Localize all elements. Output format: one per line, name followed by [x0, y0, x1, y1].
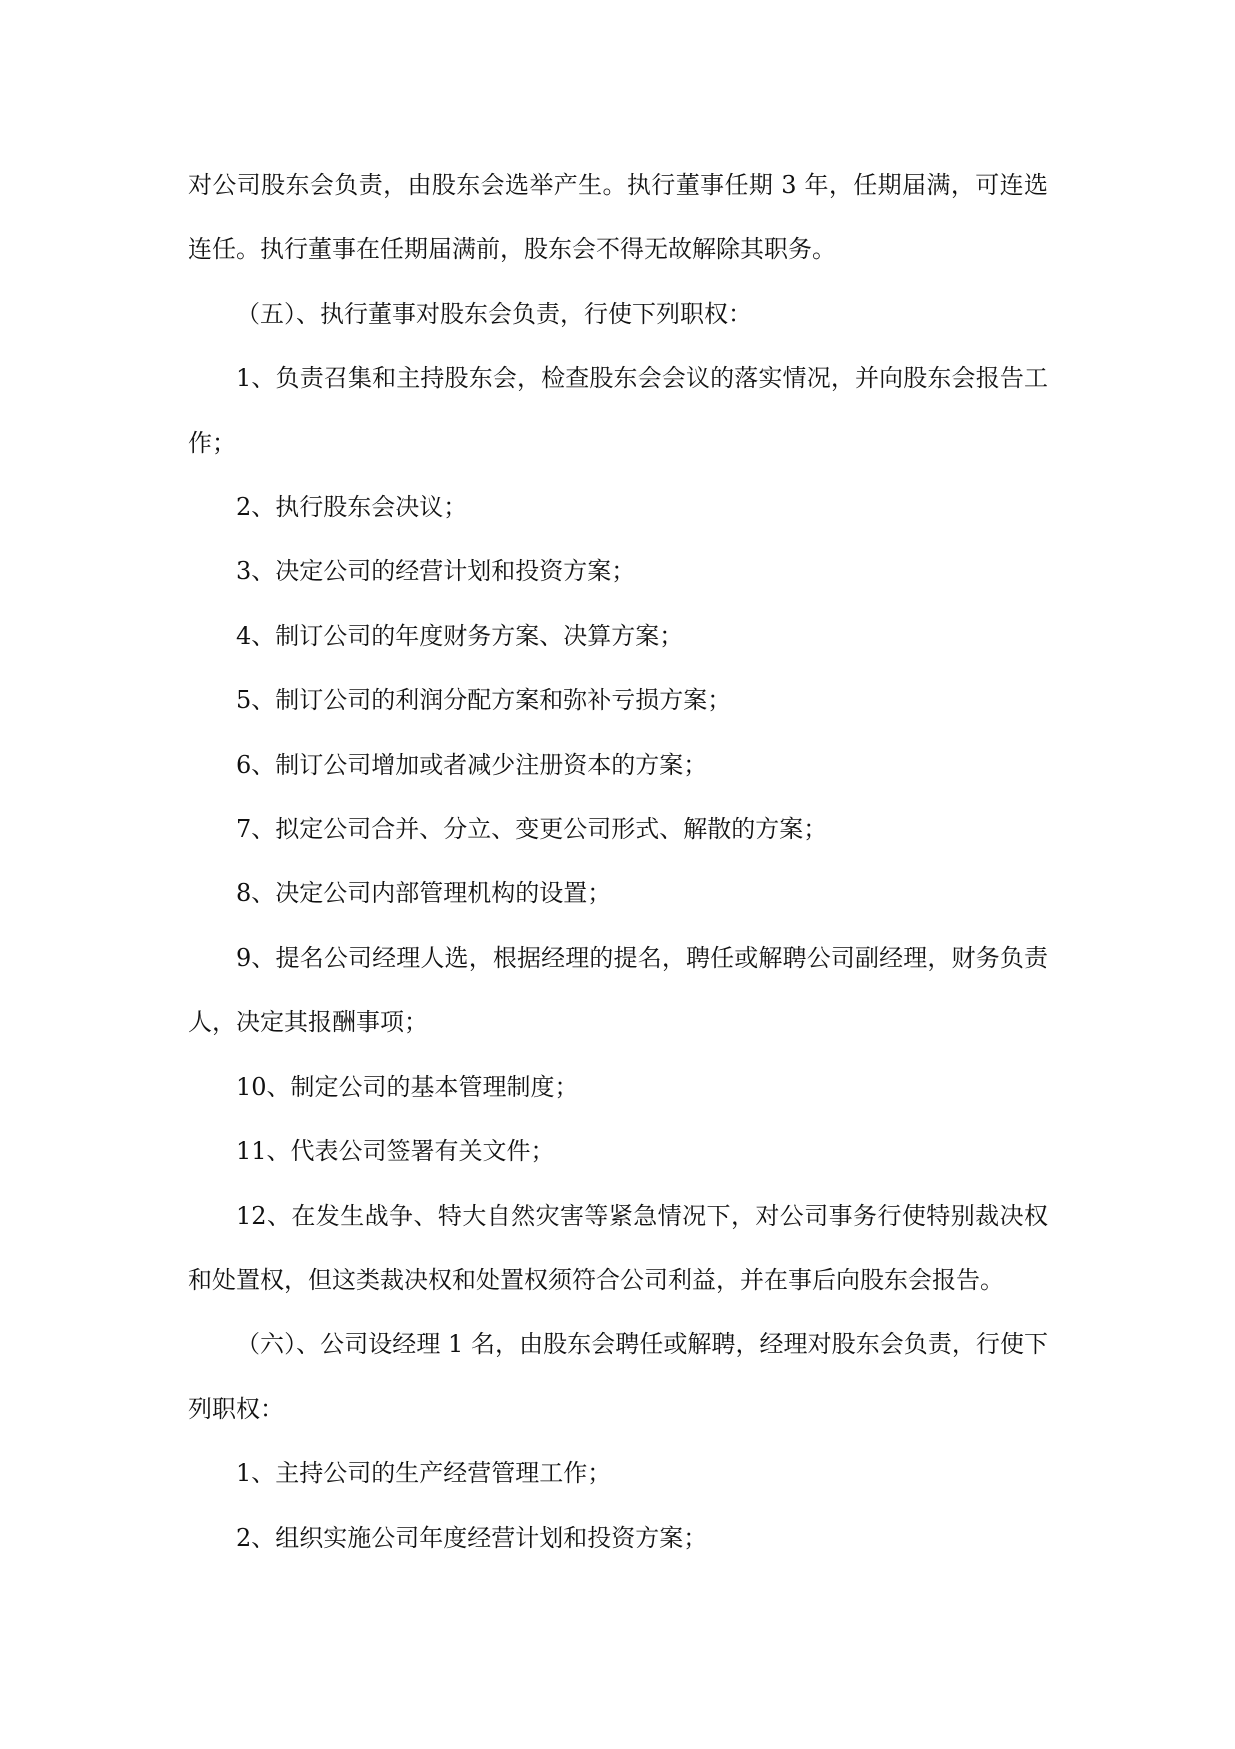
document-paragraph: 8、决定公司内部管理机构的设置；: [236, 879, 612, 908]
document-paragraph: 11、代表公司签署有关文件；: [236, 1137, 555, 1166]
document-paragraph: 12、在发生战争、特大自然灾害等紧急情况下，对公司事务行使特别裁决权和处置权，但这类裁决权和处置权须符合公司利益，并在事后向股东会报告。: [188, 1201, 1048, 1294]
document-paragraph: 6、制订公司增加或者减少注册资本的方案；: [236, 750, 708, 779]
document-paragraph: （五）、执行董事对股东会负责，行使下列职权：: [236, 299, 752, 328]
document-body: [188, 153, 1048, 1570]
document-paragraph: 4、制订公司的年度财务方案、决算方案；: [236, 621, 684, 650]
document-paragraph: 1、主持公司的生产经营管理工作；: [236, 1459, 612, 1488]
document-paragraph: 7、拟定公司合并、分立、变更公司形式、解散的方案；: [236, 815, 828, 844]
document-paragraph: 5、制订公司的利润分配方案和弥补亏损方案；: [236, 686, 732, 715]
document-paragraph: 10、制定公司的基本管理制度；: [236, 1072, 579, 1101]
document-paragraph: 2、执行股东会决议；: [236, 493, 468, 522]
document-paragraph: 3、决定公司的经营计划和投资方案；: [236, 557, 636, 586]
document-paragraph: 9、提名公司经理人选，根据经理的提名，聘任或解聘公司副经理，财务负责人，决定其报酬事项；: [188, 943, 1048, 1037]
document-paragraph: 1、负责召集和主持股东会，检查股东会会议的落实情况，并向股东会报告工作；: [188, 364, 1048, 457]
document-paragraph: （六）、公司设经理 1 名，由股东会聘任或解聘，经理对股东会负责，行使下列职权：: [188, 1330, 1048, 1423]
document-paragraph: 对公司股东会负责，由股东会选举产生。执行董事任期 3 年，任期届满，可连选连任。执行董事在任期届满前，股东会不得无故解除其职务。: [188, 171, 1048, 264]
document-paragraph: 2、组织实施公司年度经营计划和投资方案；: [236, 1523, 708, 1552]
